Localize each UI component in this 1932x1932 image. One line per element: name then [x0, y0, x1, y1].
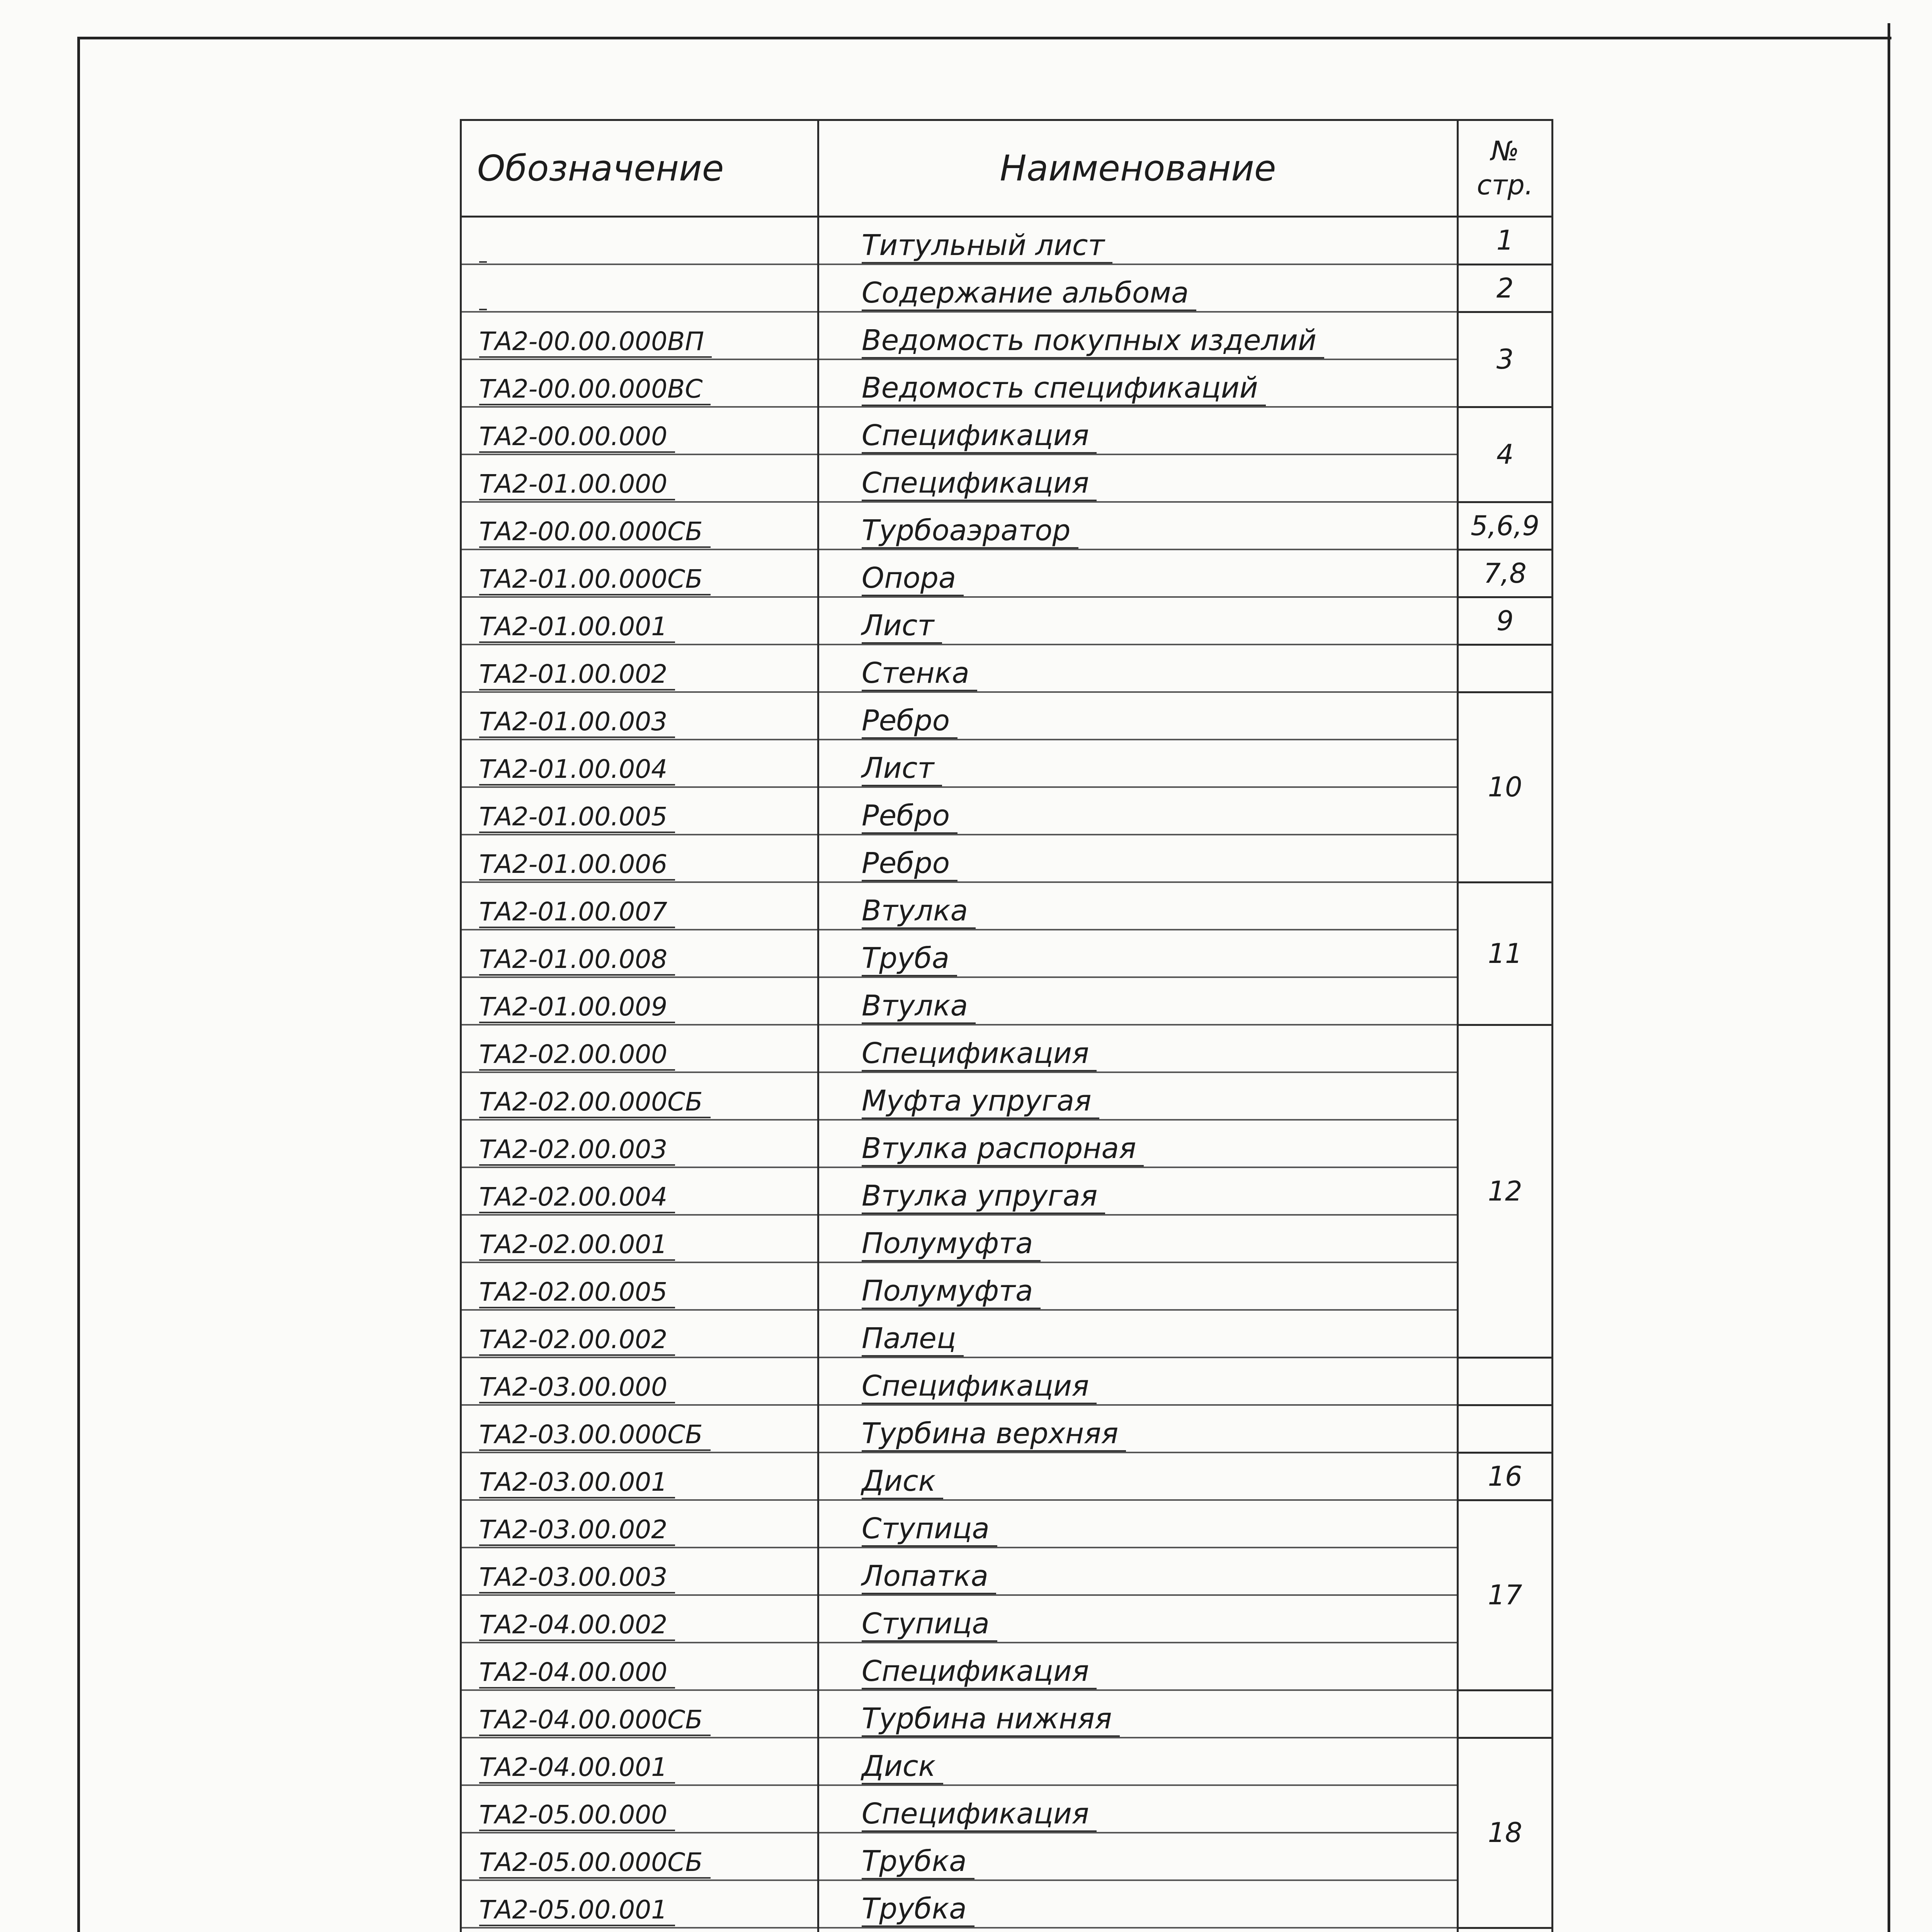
name-cell — [818, 1452, 1458, 1500]
name-text: Спецификация — [862, 1797, 1097, 1832]
designation-text: ТА2-01.00.000 — [479, 469, 675, 500]
name-cell — [818, 1215, 1458, 1262]
page-cell: 5,6,9 — [1458, 502, 1553, 549]
table-row — [461, 1452, 1553, 1500]
designation-text: ТА2-04.00.001 — [479, 1752, 675, 1784]
designation-text: ТА2-02.00.000СБ — [479, 1087, 711, 1118]
name-cell — [818, 787, 1458, 835]
name-cell — [818, 1785, 1458, 1833]
table-row — [461, 1500, 1553, 1548]
designation-text: ТА2-01.00.002 — [479, 659, 675, 690]
table-row — [461, 835, 1553, 882]
name-cell — [818, 1262, 1458, 1310]
designation-cell — [461, 1167, 818, 1215]
designation-text: ТА2-04.00.000 — [479, 1657, 675, 1689]
name-cell — [818, 454, 1458, 502]
designation-text — [479, 279, 487, 310]
designation-cell — [461, 1690, 818, 1738]
name-cell — [818, 312, 1458, 359]
page-cell — [1458, 1357, 1553, 1405]
name-cell — [818, 930, 1458, 977]
name-text: Диск — [862, 1464, 943, 1499]
designation-text: ТА2-03.00.001 — [479, 1467, 675, 1498]
name-cell — [818, 645, 1458, 692]
designation-text: ТА2-01.00.006 — [479, 849, 675, 881]
name-cell — [818, 1310, 1458, 1357]
name-text: Содержание альбома — [862, 276, 1196, 311]
name-cell — [818, 549, 1458, 597]
designation-cell — [461, 1215, 818, 1262]
table-row — [461, 1167, 1553, 1215]
table-row — [461, 1785, 1553, 1833]
table-row — [461, 645, 1553, 692]
name-cell — [818, 1548, 1458, 1595]
designation-text: ТА2-02.00.002 — [479, 1325, 675, 1356]
name-header: Наименование — [818, 120, 1458, 217]
table-row — [461, 312, 1553, 359]
name-text: Ведомость покупных изделий — [862, 324, 1324, 359]
designation-text: ТА2-00.00.000ВС — [479, 374, 711, 405]
name-text: Турбина верхняя — [862, 1417, 1126, 1452]
page-cell: 17 — [1458, 1500, 1553, 1690]
designation-cell — [461, 1643, 818, 1690]
name-text: Турбина нижняя — [862, 1702, 1120, 1737]
designation-cell — [461, 740, 818, 787]
frame-left-line — [77, 37, 80, 1932]
name-text: Стенка — [862, 656, 977, 691]
name-cell — [818, 882, 1458, 930]
designation-cell — [461, 502, 818, 549]
designation-cell — [461, 1548, 818, 1595]
name-cell — [818, 740, 1458, 787]
designation-cell — [461, 1452, 818, 1500]
designation-text: ТА2-02.00.003 — [479, 1134, 675, 1166]
designation-cell — [461, 359, 818, 407]
designation-cell — [461, 1880, 818, 1928]
designation-cell — [461, 407, 818, 454]
designation-text: ТА2-01.00.000СБ — [479, 564, 711, 595]
name-text: Втулка — [862, 894, 976, 929]
name-text: Втулка упругая — [862, 1179, 1105, 1214]
designation-text: ТА2-00.00.000 — [479, 422, 675, 453]
designation-text: ТА2-01.00.009 — [479, 992, 675, 1023]
designation-text: ТА2-01.00.007 — [479, 897, 675, 928]
table-row — [461, 1738, 1553, 1785]
designation-cell — [461, 312, 818, 359]
designation-cell — [461, 1120, 818, 1167]
name-text: Муфта упругая — [862, 1084, 1099, 1119]
page-cell: 18 — [1458, 1738, 1553, 1928]
table-row — [461, 1690, 1553, 1738]
table-row — [461, 502, 1553, 549]
designation-cell — [461, 1833, 818, 1880]
name-text: Турбоаэратор — [862, 514, 1078, 549]
page-number-sign: № — [1491, 135, 1519, 167]
designation-cell — [461, 882, 818, 930]
designation-cell — [461, 549, 818, 597]
name-cell — [818, 1405, 1458, 1452]
designation-text: ТА2-05.00.001 — [479, 1895, 675, 1926]
page-cell — [1458, 645, 1553, 692]
table-row — [461, 740, 1553, 787]
name-text: Спецификация — [862, 466, 1097, 501]
table-row — [461, 1025, 1553, 1072]
page-cell: 1 — [1458, 217, 1553, 265]
page-cell: 9 — [1458, 597, 1553, 645]
table-row — [461, 217, 1553, 265]
name-cell — [818, 1025, 1458, 1072]
table-row — [461, 597, 1553, 645]
name-text: Ребро — [862, 704, 957, 739]
table-header — [461, 120, 1553, 217]
table-row — [461, 1215, 1553, 1262]
table-row — [461, 787, 1553, 835]
name-cell — [818, 1072, 1458, 1120]
designation-cell — [461, 1500, 818, 1548]
designation-text: ТА2-01.00.005 — [479, 802, 675, 833]
designation-cell — [461, 977, 818, 1025]
name-cell — [818, 1500, 1458, 1548]
designation-text: ТА2-01.00.003 — [479, 707, 675, 738]
name-cell — [818, 407, 1458, 454]
designation-text: ТА2-04.00.000СБ — [479, 1705, 711, 1736]
designation-text: ТА2-02.00.001 — [479, 1230, 675, 1261]
name-cell — [818, 502, 1458, 549]
designation-text: ТА2-00.00.000ВП — [479, 327, 712, 358]
name-cell — [818, 835, 1458, 882]
designation-header: Обозначение — [461, 120, 818, 217]
designation-text: ТА2-03.00.002 — [479, 1515, 675, 1546]
designation-cell — [461, 454, 818, 502]
designation-text: ТА2-03.00.000СБ — [479, 1420, 711, 1451]
page-abbr: стр. — [1477, 169, 1533, 201]
designation-cell — [461, 1595, 818, 1643]
table-row — [461, 454, 1553, 502]
designation-cell — [461, 1738, 818, 1785]
page-cell: 11 — [1458, 882, 1553, 1025]
name-text: Полумуфта — [862, 1227, 1041, 1262]
name-cell — [818, 264, 1458, 312]
table-row — [461, 1405, 1553, 1452]
table-row — [461, 264, 1553, 312]
designation-cell — [461, 1025, 818, 1072]
table-row — [461, 359, 1553, 407]
table-body — [461, 217, 1553, 1932]
contents-table — [460, 119, 1553, 1932]
table-row — [461, 1262, 1553, 1310]
name-cell — [818, 1833, 1458, 1880]
name-text: Титульный лист — [862, 229, 1112, 264]
table-row — [461, 1595, 1553, 1643]
table-row — [461, 930, 1553, 977]
designation-text: ТА2-01.00.008 — [479, 944, 675, 976]
name-text: Палец — [862, 1322, 964, 1357]
designation-cell — [461, 1405, 818, 1452]
designation-cell — [461, 787, 818, 835]
name-text: Ребро — [862, 799, 957, 834]
designation-cell — [461, 930, 818, 977]
name-cell — [818, 217, 1458, 265]
designation-cell — [461, 1785, 818, 1833]
designation-cell — [461, 217, 818, 265]
page-cell: 2 — [1458, 264, 1553, 312]
name-cell — [818, 359, 1458, 407]
page-cell — [1458, 1928, 1553, 1932]
table-row — [461, 1357, 1553, 1405]
frame-top-line — [79, 37, 1891, 39]
table-row — [461, 1928, 1553, 1932]
table-row — [461, 1833, 1553, 1880]
frame-right-line — [1888, 23, 1890, 1932]
table-row — [461, 692, 1553, 740]
designation-cell — [461, 1072, 818, 1120]
designation-text: ТА2-02.00.004 — [479, 1182, 675, 1213]
designation-text: ТА2-01.00.001 — [479, 612, 675, 643]
name-text: Диск — [862, 1750, 943, 1784]
name-text: Ведомость спецификаций — [862, 371, 1266, 406]
table-row — [461, 1880, 1553, 1928]
name-cell — [818, 1738, 1458, 1785]
name-cell — [818, 1120, 1458, 1167]
designation-cell — [461, 1262, 818, 1310]
table-row — [461, 1310, 1553, 1357]
table-row — [461, 1072, 1553, 1120]
name-cell — [818, 1880, 1458, 1928]
name-cell — [818, 1357, 1458, 1405]
designation-text: ТА2-05.00.000 — [479, 1800, 675, 1831]
page-cell: 3 — [1458, 312, 1553, 407]
name-text: Спецификация — [862, 1655, 1097, 1689]
name-text: Ступица — [862, 1607, 997, 1642]
page-cell: 4 — [1458, 407, 1553, 502]
name-text: Опора — [862, 561, 964, 596]
name-cell — [818, 1690, 1458, 1738]
designation-cell — [461, 692, 818, 740]
name-text: Спецификация — [862, 1037, 1097, 1071]
designation-text: ТА2-02.00.005 — [479, 1277, 675, 1308]
name-cell — [818, 1643, 1458, 1690]
page-cell: 10 — [1458, 692, 1553, 882]
name-text: Спецификация — [862, 419, 1097, 454]
table-row — [461, 407, 1553, 454]
name-text: Лист — [862, 609, 942, 644]
page-header — [1458, 120, 1553, 217]
name-text: Лопатка — [862, 1560, 996, 1594]
table-row — [461, 1643, 1553, 1690]
name-text: Ребро — [862, 847, 957, 881]
designation-cell — [461, 645, 818, 692]
name-text: Спецификация — [862, 1369, 1097, 1404]
name-text: Трубка — [862, 1845, 975, 1879]
designation-cell — [461, 835, 818, 882]
page-cell: 7,8 — [1458, 549, 1553, 597]
name-cell — [818, 1595, 1458, 1643]
designation-text: ТА2-05.00.000СБ — [479, 1847, 711, 1879]
name-cell — [818, 1167, 1458, 1215]
table-row — [461, 549, 1553, 597]
table-row — [461, 1120, 1553, 1167]
designation-text — [479, 231, 487, 263]
name-text: Втулка распорная — [862, 1132, 1144, 1167]
designation-text: ТА2-03.00.003 — [479, 1562, 675, 1594]
table-row — [461, 1548, 1553, 1595]
name-text: Полумуфта — [862, 1274, 1041, 1309]
designation-cell — [461, 1310, 818, 1357]
designation-text: ТА2-04.00.002 — [479, 1610, 675, 1641]
name-cell — [818, 977, 1458, 1025]
page-cell — [1458, 1405, 1553, 1452]
name-cell — [818, 597, 1458, 645]
name-text: Ступица — [862, 1512, 997, 1547]
name-text: Труба — [862, 942, 957, 976]
designation-text: ТА2-01.00.004 — [479, 754, 675, 786]
name-text: Лист — [862, 752, 942, 786]
designation-cell — [461, 1928, 818, 1932]
name-text: Трубка — [862, 1892, 975, 1927]
table-row — [461, 977, 1553, 1025]
name-text: Втулка — [862, 989, 976, 1024]
designation-text: ТА2-03.00.000 — [479, 1372, 675, 1403]
designation-text: ТА2-02.00.000 — [479, 1039, 675, 1071]
designation-text: ТА2-00.00.000СБ — [479, 517, 711, 548]
designation-cell — [461, 1357, 818, 1405]
page-cell: 12 — [1458, 1025, 1553, 1357]
page-cell — [1458, 1690, 1553, 1738]
name-cell — [818, 692, 1458, 740]
table-row — [461, 882, 1553, 930]
designation-cell — [461, 597, 818, 645]
page-cell: 16 — [1458, 1452, 1553, 1500]
name-cell — [818, 1928, 1458, 1932]
designation-cell — [461, 264, 818, 312]
